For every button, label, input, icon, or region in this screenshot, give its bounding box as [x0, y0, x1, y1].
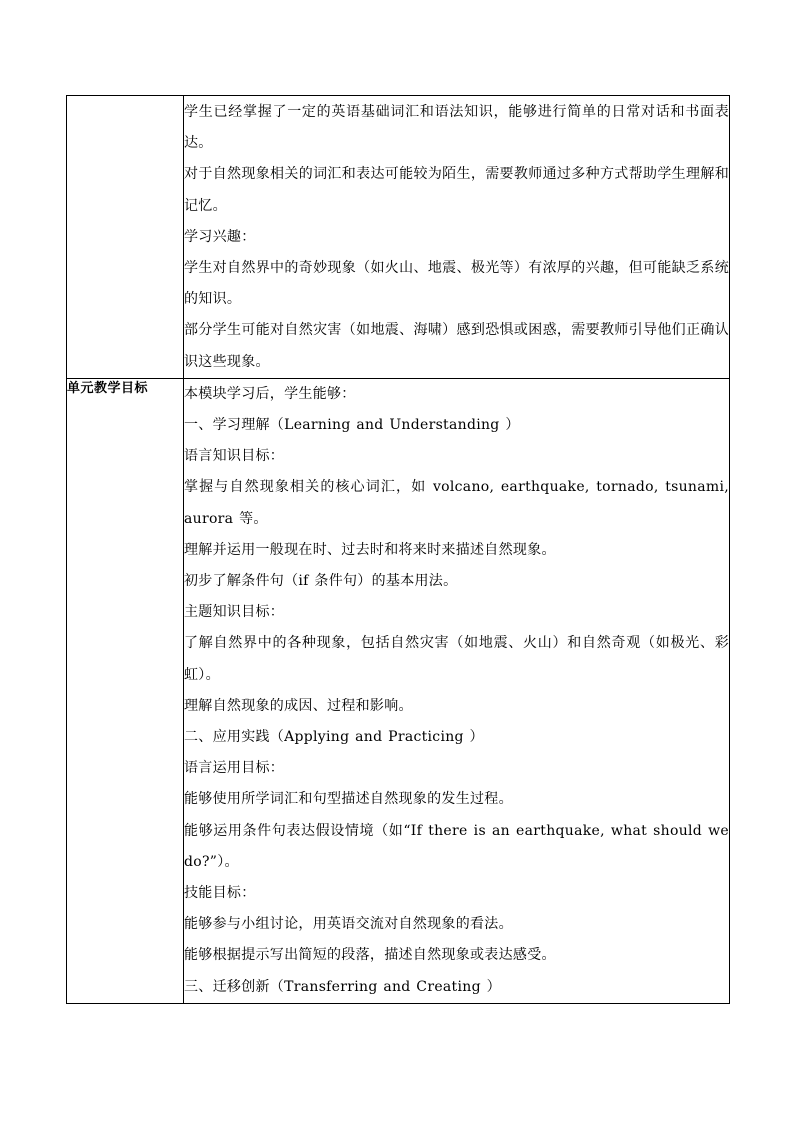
- paragraph: 对于自然现象相关的词汇和表达可能较为陌生，需要教师通过多种方式帮助学生理解和记忆。: [184, 166, 729, 214]
- section-heading: 三、迁移创新（Transferring and Creating ）: [184, 978, 501, 995]
- row-label-unit-goals: 单元教学目标: [67, 378, 184, 1003]
- table-row: [67, 378, 730, 1003]
- subheading: 主题知识目标：: [184, 604, 285, 621]
- subheading: 语言知识目标：: [184, 448, 285, 465]
- section-heading: 一、学习理解（Learning and Understanding ）: [184, 417, 520, 434]
- paragraph: 能够使用所学词汇和句型描述自然现象的发生过程。: [184, 791, 513, 808]
- paragraph: 初步了解条件句（if 条件句）的基本用法。: [184, 573, 458, 590]
- lesson-plan-table: [66, 95, 730, 1004]
- paragraph: 能够根据提示写出简短的段落，描述自然现象或表达感受。: [184, 947, 556, 964]
- table-row: [67, 96, 730, 379]
- paragraph: 能够参与小组讨论，用英语交流对自然现象的看法。: [184, 916, 513, 933]
- paragraph: 理解自然现象的成因、过程和影响。: [184, 697, 413, 714]
- subheading: 语言运用目标：: [184, 760, 285, 777]
- section-heading: 二、应用实践（Applying and Practicing ）: [184, 729, 484, 746]
- learner-analysis-cell: [184, 96, 730, 379]
- unit-goals-cell: [184, 378, 730, 1003]
- paragraph: 掌握与自然现象相关的核心词汇，如 volcano, earthquake, tornado, tsunami, aurora 等。: [184, 479, 729, 527]
- paragraph: 本模块学习后，学生能够：: [184, 385, 356, 402]
- paragraph: 学生对自然界中的奇妙现象（如火山、地震、极光等）有浓厚的兴趣，但可能缺乏系统的知识。: [184, 260, 729, 308]
- row-label: [67, 96, 184, 379]
- paragraph: 理解并运用一般现在时、过去时和将来时来描述自然现象。: [184, 541, 556, 558]
- paragraph: 学生已经掌握了一定的英语基础词汇和语法知识，能够进行简单的日常对话和书面表达。: [184, 104, 729, 152]
- paragraph: 学习兴趣：: [184, 228, 256, 245]
- paragraph: 部分学生可能对自然灾害（如地震、海啸）感到恐惧或困惑，需要教师引导他们正确认识这些现象。: [184, 322, 729, 370]
- paragraph: 了解自然界中的各种现象，包括自然灾害（如地震、火山）和自然奇观（如极光、彩虹）。: [184, 635, 729, 683]
- paragraph: 能够运用条件句表达假设情境（如“If there is an earthquake, what should we do?”）。: [184, 822, 729, 870]
- subheading: 技能目标：: [184, 885, 256, 902]
